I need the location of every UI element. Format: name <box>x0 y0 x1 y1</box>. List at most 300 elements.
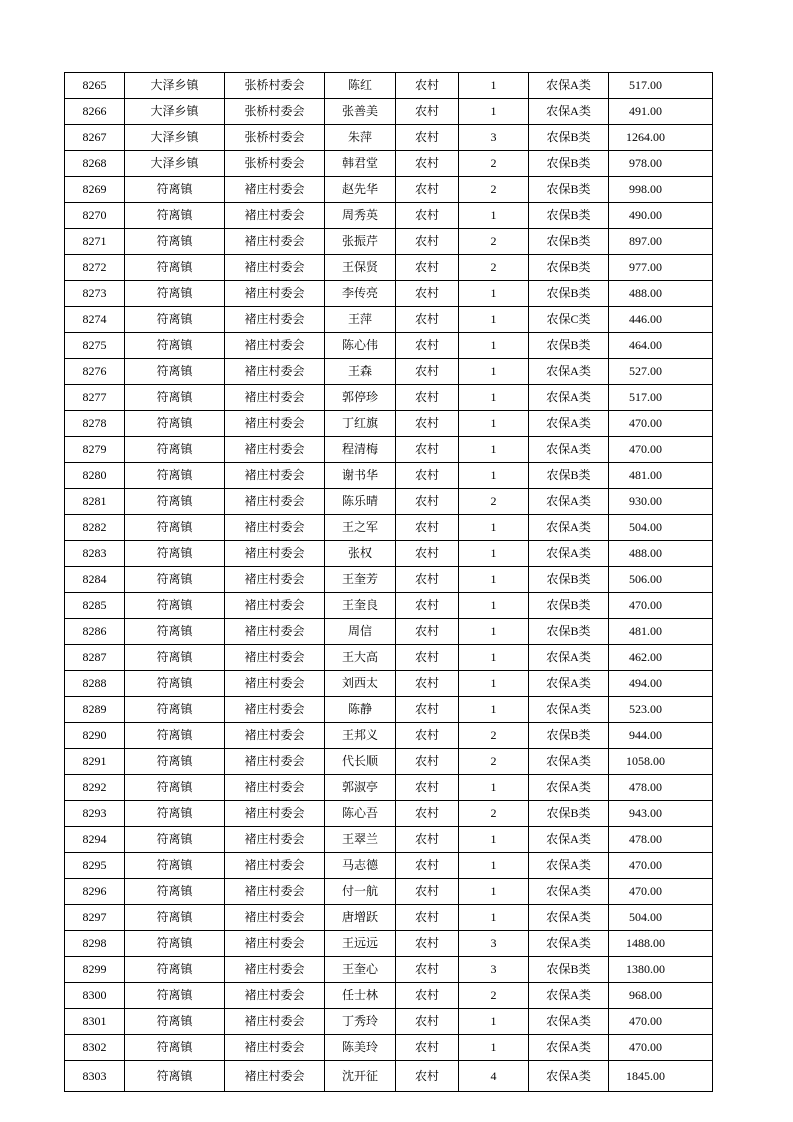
table-cell-count: 1 <box>459 73 529 99</box>
table-cell-category: 农保B类 <box>529 567 609 593</box>
table-cell-category: 农保A类 <box>529 775 609 801</box>
table-cell-town: 符离镇 <box>125 567 225 593</box>
table-cell-category: 农保B类 <box>529 229 609 255</box>
table-cell-type: 农村 <box>396 593 459 619</box>
table-cell-category: 农保A类 <box>529 73 609 99</box>
table-cell-category: 农保A类 <box>529 385 609 411</box>
table-cell-village: 褚庄村委会 <box>225 307 325 333</box>
table-cell-amount: 1380.00 <box>609 957 713 983</box>
table-row <box>65 619 713 645</box>
table-cell-village: 褚庄村委会 <box>225 567 325 593</box>
table-cell-count: 1 <box>459 827 529 853</box>
table-row <box>65 99 713 125</box>
table-cell-name: 周信 <box>325 619 396 645</box>
table-cell-category: 农保B类 <box>529 801 609 827</box>
table-cell-type: 农村 <box>396 73 459 99</box>
table-cell-id: 8299 <box>65 957 125 983</box>
table-cell-type: 农村 <box>396 515 459 541</box>
table-row <box>65 463 713 489</box>
table-cell-village: 褚庄村委会 <box>225 593 325 619</box>
table-row <box>65 957 713 983</box>
table-cell-count: 3 <box>459 957 529 983</box>
table-cell-id: 8268 <box>65 151 125 177</box>
table-cell-town: 符离镇 <box>125 723 225 749</box>
table-cell-name: 王森 <box>325 359 396 385</box>
table-cell-name: 陈心吾 <box>325 801 396 827</box>
table-cell-count: 3 <box>459 125 529 151</box>
table-cell-category: 农保A类 <box>529 1035 609 1061</box>
table-cell-category: 农保A类 <box>529 827 609 853</box>
table-row <box>65 359 713 385</box>
table-cell-count: 1 <box>459 671 529 697</box>
table-cell-type: 农村 <box>396 957 459 983</box>
table-cell-name: 王大高 <box>325 645 396 671</box>
table-cell-id: 8277 <box>65 385 125 411</box>
table-cell-amount: 1488.00 <box>609 931 713 957</box>
table-cell-type: 农村 <box>396 749 459 775</box>
table-row <box>65 853 713 879</box>
table-cell-name: 丁红旗 <box>325 411 396 437</box>
table-cell-category: 农保A类 <box>529 749 609 775</box>
table-cell-town: 符离镇 <box>125 541 225 567</box>
table-row <box>65 437 713 463</box>
table-cell-id: 8300 <box>65 983 125 1009</box>
table-cell-town: 符离镇 <box>125 853 225 879</box>
table-cell-id: 8270 <box>65 203 125 229</box>
table-cell-amount: 504.00 <box>609 515 713 541</box>
table-cell-name: 周秀英 <box>325 203 396 229</box>
table-cell-amount: 478.00 <box>609 827 713 853</box>
table-cell-type: 农村 <box>396 567 459 593</box>
table-cell-type: 农村 <box>396 905 459 931</box>
table-cell-town: 大泽乡镇 <box>125 125 225 151</box>
table-row <box>65 749 713 775</box>
table-cell-amount: 488.00 <box>609 281 713 307</box>
table-cell-village: 褚庄村委会 <box>225 749 325 775</box>
table-cell-category: 农保B类 <box>529 177 609 203</box>
table-cell-id: 8266 <box>65 99 125 125</box>
table-cell-name: 王远远 <box>325 931 396 957</box>
table-row <box>65 1009 713 1035</box>
table-cell-type: 农村 <box>396 853 459 879</box>
table-cell-category: 农保B类 <box>529 723 609 749</box>
table-cell-town: 符离镇 <box>125 307 225 333</box>
table-cell-name: 任士林 <box>325 983 396 1009</box>
table-cell-id: 8293 <box>65 801 125 827</box>
table-cell-count: 2 <box>459 489 529 515</box>
table-cell-count: 2 <box>459 177 529 203</box>
table-cell-id: 8274 <box>65 307 125 333</box>
table-cell-name: 刘西太 <box>325 671 396 697</box>
table-cell-type: 农村 <box>396 99 459 125</box>
table-row <box>65 905 713 931</box>
table-row <box>65 73 713 99</box>
table-cell-category: 农保B类 <box>529 281 609 307</box>
table-cell-town: 符离镇 <box>125 827 225 853</box>
table-cell-name: 陈静 <box>325 697 396 723</box>
table-cell-category: 农保A类 <box>529 515 609 541</box>
table-cell-amount: 470.00 <box>609 593 713 619</box>
table-cell-amount: 527.00 <box>609 359 713 385</box>
table-cell-amount: 897.00 <box>609 229 713 255</box>
table-cell-name: 朱萍 <box>325 125 396 151</box>
table-cell-name: 王之军 <box>325 515 396 541</box>
table-cell-amount: 517.00 <box>609 73 713 99</box>
table-cell-town: 符离镇 <box>125 957 225 983</box>
table-cell-type: 农村 <box>396 411 459 437</box>
table-cell-count: 1 <box>459 1035 529 1061</box>
table-cell-village: 褚庄村委会 <box>225 1035 325 1061</box>
table-cell-town: 符离镇 <box>125 437 225 463</box>
table-cell-category: 农保A类 <box>529 645 609 671</box>
table-cell-id: 8286 <box>65 619 125 645</box>
table-row <box>65 281 713 307</box>
table-row <box>65 411 713 437</box>
table-cell-count: 2 <box>459 801 529 827</box>
table-cell-town: 符离镇 <box>125 463 225 489</box>
table-cell-id: 8281 <box>65 489 125 515</box>
table-cell-village: 褚庄村委会 <box>225 931 325 957</box>
table-cell-village: 褚庄村委会 <box>225 853 325 879</box>
table-cell-name: 赵先华 <box>325 177 396 203</box>
table-cell-village: 褚庄村委会 <box>225 437 325 463</box>
table-cell-category: 农保A类 <box>529 411 609 437</box>
table-cell-count: 4 <box>459 1061 529 1092</box>
table-cell-category: 农保A类 <box>529 489 609 515</box>
table-row <box>65 983 713 1009</box>
table-cell-amount: 478.00 <box>609 775 713 801</box>
table-cell-name: 沈开征 <box>325 1061 396 1092</box>
table-cell-category: 农保B类 <box>529 593 609 619</box>
table-cell-count: 2 <box>459 723 529 749</box>
table-cell-type: 农村 <box>396 1009 459 1035</box>
table-cell-category: 农保A类 <box>529 1009 609 1035</box>
table-cell-name: 张振芹 <box>325 229 396 255</box>
table-cell-name: 王奎芳 <box>325 567 396 593</box>
table-cell-count: 1 <box>459 905 529 931</box>
table-cell-type: 农村 <box>396 645 459 671</box>
table-cell-name: 王奎良 <box>325 593 396 619</box>
table-cell-name: 谢书华 <box>325 463 396 489</box>
table-cell-town: 符离镇 <box>125 281 225 307</box>
table-cell-category: 农保B类 <box>529 619 609 645</box>
table-cell-amount: 506.00 <box>609 567 713 593</box>
table-cell-count: 1 <box>459 411 529 437</box>
table-cell-town: 符离镇 <box>125 333 225 359</box>
table-cell-category: 农保A类 <box>529 931 609 957</box>
table-cell-town: 符离镇 <box>125 619 225 645</box>
table-row <box>65 723 713 749</box>
table-cell-category: 农保A类 <box>529 697 609 723</box>
table-cell-amount: 517.00 <box>609 385 713 411</box>
table-cell-id: 8272 <box>65 255 125 281</box>
table-cell-id: 8269 <box>65 177 125 203</box>
table-cell-name: 王奎心 <box>325 957 396 983</box>
table-cell-count: 1 <box>459 879 529 905</box>
table-cell-type: 农村 <box>396 697 459 723</box>
table-cell-village: 褚庄村委会 <box>225 203 325 229</box>
table-cell-category: 农保B类 <box>529 151 609 177</box>
table-cell-count: 1 <box>459 775 529 801</box>
table-cell-village: 褚庄村委会 <box>225 645 325 671</box>
table-cell-name: 代长顺 <box>325 749 396 775</box>
table-cell-village: 褚庄村委会 <box>225 983 325 1009</box>
table-row <box>65 931 713 957</box>
table-cell-count: 1 <box>459 541 529 567</box>
table-row <box>65 879 713 905</box>
table-cell-name: 付一航 <box>325 879 396 905</box>
table-cell-count: 1 <box>459 567 529 593</box>
table-cell-count: 1 <box>459 853 529 879</box>
table-row <box>65 1061 713 1092</box>
table-cell-category: 农保A类 <box>529 983 609 1009</box>
table-cell-name: 陈美玲 <box>325 1035 396 1061</box>
table-cell-village: 张桥村委会 <box>225 99 325 125</box>
table-cell-name: 王萍 <box>325 307 396 333</box>
table-cell-type: 农村 <box>396 671 459 697</box>
table-cell-type: 农村 <box>396 359 459 385</box>
table-cell-category: 农保B类 <box>529 203 609 229</box>
table-cell-village: 褚庄村委会 <box>225 905 325 931</box>
table-row <box>65 203 713 229</box>
table-cell-id: 8302 <box>65 1035 125 1061</box>
table-cell-village: 褚庄村委会 <box>225 359 325 385</box>
table-cell-type: 农村 <box>396 151 459 177</box>
table-cell-id: 8271 <box>65 229 125 255</box>
table-cell-count: 1 <box>459 463 529 489</box>
table-cell-name: 唐增跃 <box>325 905 396 931</box>
table-cell-count: 1 <box>459 99 529 125</box>
table-cell-village: 褚庄村委会 <box>225 255 325 281</box>
table-cell-amount: 490.00 <box>609 203 713 229</box>
table-cell-type: 农村 <box>396 437 459 463</box>
table-cell-town: 符离镇 <box>125 983 225 1009</box>
table-cell-category: 农保A类 <box>529 99 609 125</box>
table-row <box>65 1035 713 1061</box>
table-cell-count: 1 <box>459 1009 529 1035</box>
table-cell-type: 农村 <box>396 125 459 151</box>
table-cell-amount: 968.00 <box>609 983 713 1009</box>
table-row <box>65 541 713 567</box>
table-cell-amount: 504.00 <box>609 905 713 931</box>
table-cell-town: 符离镇 <box>125 255 225 281</box>
table-cell-town: 大泽乡镇 <box>125 73 225 99</box>
table-row <box>65 671 713 697</box>
table-cell-category: 农保B类 <box>529 125 609 151</box>
table-cell-name: 陈心伟 <box>325 333 396 359</box>
table-cell-category: 农保A类 <box>529 879 609 905</box>
table-cell-count: 1 <box>459 385 529 411</box>
table-cell-town: 符离镇 <box>125 645 225 671</box>
table-cell-amount: 1264.00 <box>609 125 713 151</box>
table-cell-town: 符离镇 <box>125 593 225 619</box>
table-cell-name: 马志德 <box>325 853 396 879</box>
table-cell-name: 丁秀玲 <box>325 1009 396 1035</box>
table-cell-town: 符离镇 <box>125 515 225 541</box>
table-cell-amount: 470.00 <box>609 1035 713 1061</box>
document-page <box>64 72 713 1092</box>
table-cell-village: 褚庄村委会 <box>225 957 325 983</box>
table-cell-amount: 470.00 <box>609 437 713 463</box>
table-cell-name: 郭停珍 <box>325 385 396 411</box>
table-cell-id: 8291 <box>65 749 125 775</box>
table-cell-category: 农保A类 <box>529 359 609 385</box>
table-cell-village: 张桥村委会 <box>225 151 325 177</box>
table-cell-count: 1 <box>459 281 529 307</box>
table-cell-type: 农村 <box>396 203 459 229</box>
table-cell-village: 褚庄村委会 <box>225 411 325 437</box>
table-cell-id: 8278 <box>65 411 125 437</box>
table-cell-village: 褚庄村委会 <box>225 281 325 307</box>
table-cell-village: 张桥村委会 <box>225 125 325 151</box>
table-cell-town: 符离镇 <box>125 1061 225 1092</box>
table-cell-name: 韩君堂 <box>325 151 396 177</box>
table-cell-amount: 481.00 <box>609 463 713 489</box>
table-cell-village: 褚庄村委会 <box>225 489 325 515</box>
table-cell-type: 农村 <box>396 1061 459 1092</box>
table-cell-village: 褚庄村委会 <box>225 619 325 645</box>
table-cell-count: 1 <box>459 515 529 541</box>
table-cell-amount: 943.00 <box>609 801 713 827</box>
table-cell-amount: 1845.00 <box>609 1061 713 1092</box>
table-cell-town: 大泽乡镇 <box>125 151 225 177</box>
table-cell-type: 农村 <box>396 619 459 645</box>
table-cell-id: 8279 <box>65 437 125 463</box>
table-cell-town: 符离镇 <box>125 229 225 255</box>
table-cell-category: 农保B类 <box>529 463 609 489</box>
table-cell-count: 1 <box>459 437 529 463</box>
table-cell-name: 王保贤 <box>325 255 396 281</box>
table-cell-id: 8297 <box>65 905 125 931</box>
table-cell-category: 农保A类 <box>529 437 609 463</box>
table-cell-count: 1 <box>459 359 529 385</box>
table-cell-town: 符离镇 <box>125 905 225 931</box>
table-cell-village: 褚庄村委会 <box>225 723 325 749</box>
table-cell-village: 褚庄村委会 <box>225 463 325 489</box>
table-cell-id: 8276 <box>65 359 125 385</box>
table-cell-village: 褚庄村委会 <box>225 827 325 853</box>
table-cell-town: 符离镇 <box>125 775 225 801</box>
table-row <box>65 151 713 177</box>
table-cell-category: 农保A类 <box>529 905 609 931</box>
table-cell-type: 农村 <box>396 385 459 411</box>
table-row <box>65 307 713 333</box>
table-cell-town: 符离镇 <box>125 385 225 411</box>
table-cell-type: 农村 <box>396 463 459 489</box>
table-cell-id: 8275 <box>65 333 125 359</box>
table-cell-id: 8294 <box>65 827 125 853</box>
table-cell-id: 8283 <box>65 541 125 567</box>
table-cell-type: 农村 <box>396 307 459 333</box>
table-cell-id: 8280 <box>65 463 125 489</box>
table-cell-id: 8287 <box>65 645 125 671</box>
table-cell-type: 农村 <box>396 229 459 255</box>
table-cell-count: 2 <box>459 255 529 281</box>
table-cell-count: 1 <box>459 593 529 619</box>
table-cell-id: 8301 <box>65 1009 125 1035</box>
table-cell-town: 符离镇 <box>125 489 225 515</box>
table-cell-amount: 978.00 <box>609 151 713 177</box>
table-row <box>65 177 713 203</box>
table-cell-id: 8288 <box>65 671 125 697</box>
table-cell-town: 符离镇 <box>125 1035 225 1061</box>
table-row <box>65 567 713 593</box>
table-cell-name: 王翠兰 <box>325 827 396 853</box>
table-cell-amount: 464.00 <box>609 333 713 359</box>
table-cell-id: 8273 <box>65 281 125 307</box>
table-cell-type: 农村 <box>396 1035 459 1061</box>
table-cell-amount: 470.00 <box>609 1009 713 1035</box>
table-cell-count: 2 <box>459 983 529 1009</box>
table-cell-type: 农村 <box>396 879 459 905</box>
table-cell-village: 褚庄村委会 <box>225 1061 325 1092</box>
table-cell-category: 农保A类 <box>529 671 609 697</box>
table-cell-amount: 1058.00 <box>609 749 713 775</box>
table-cell-village: 褚庄村委会 <box>225 229 325 255</box>
table-cell-name: 陈红 <box>325 73 396 99</box>
table-cell-town: 符离镇 <box>125 879 225 905</box>
benefits-table <box>64 72 713 1092</box>
table-cell-count: 2 <box>459 151 529 177</box>
table-cell-village: 褚庄村委会 <box>225 775 325 801</box>
table-cell-village: 褚庄村委会 <box>225 671 325 697</box>
table-cell-category: 农保B类 <box>529 957 609 983</box>
table-cell-town: 大泽乡镇 <box>125 99 225 125</box>
table-cell-town: 符离镇 <box>125 203 225 229</box>
table-cell-name: 郭淑亭 <box>325 775 396 801</box>
table-cell-type: 农村 <box>396 931 459 957</box>
table-row <box>65 827 713 853</box>
table-cell-category: 农保B类 <box>529 333 609 359</box>
table-cell-id: 8265 <box>65 73 125 99</box>
table-cell-id: 8292 <box>65 775 125 801</box>
table-cell-amount: 470.00 <box>609 411 713 437</box>
table-cell-village: 褚庄村委会 <box>225 541 325 567</box>
table-cell-amount: 977.00 <box>609 255 713 281</box>
table-cell-type: 农村 <box>396 281 459 307</box>
table-cell-town: 符离镇 <box>125 359 225 385</box>
table-row <box>65 333 713 359</box>
table-row <box>65 593 713 619</box>
table-row <box>65 385 713 411</box>
table-cell-type: 农村 <box>396 983 459 1009</box>
table-cell-name: 程清梅 <box>325 437 396 463</box>
table-cell-type: 农村 <box>396 255 459 281</box>
table-cell-name: 陈乐晴 <box>325 489 396 515</box>
table-cell-amount: 488.00 <box>609 541 713 567</box>
table-cell-count: 1 <box>459 307 529 333</box>
table-cell-village: 褚庄村委会 <box>225 1009 325 1035</box>
table-cell-id: 8296 <box>65 879 125 905</box>
table-cell-type: 农村 <box>396 177 459 203</box>
table-cell-id: 8298 <box>65 931 125 957</box>
table-cell-id: 8282 <box>65 515 125 541</box>
table-cell-town: 符离镇 <box>125 931 225 957</box>
table-row <box>65 645 713 671</box>
table-cell-village: 张桥村委会 <box>225 73 325 99</box>
table-cell-type: 农村 <box>396 775 459 801</box>
table-cell-town: 符离镇 <box>125 749 225 775</box>
table-cell-amount: 494.00 <box>609 671 713 697</box>
table-cell-amount: 930.00 <box>609 489 713 515</box>
table-cell-count: 1 <box>459 619 529 645</box>
table-cell-count: 1 <box>459 203 529 229</box>
table-cell-town: 符离镇 <box>125 697 225 723</box>
table-row <box>65 801 713 827</box>
table-cell-town: 符离镇 <box>125 801 225 827</box>
table-cell-category: 农保C类 <box>529 307 609 333</box>
table-cell-amount: 446.00 <box>609 307 713 333</box>
